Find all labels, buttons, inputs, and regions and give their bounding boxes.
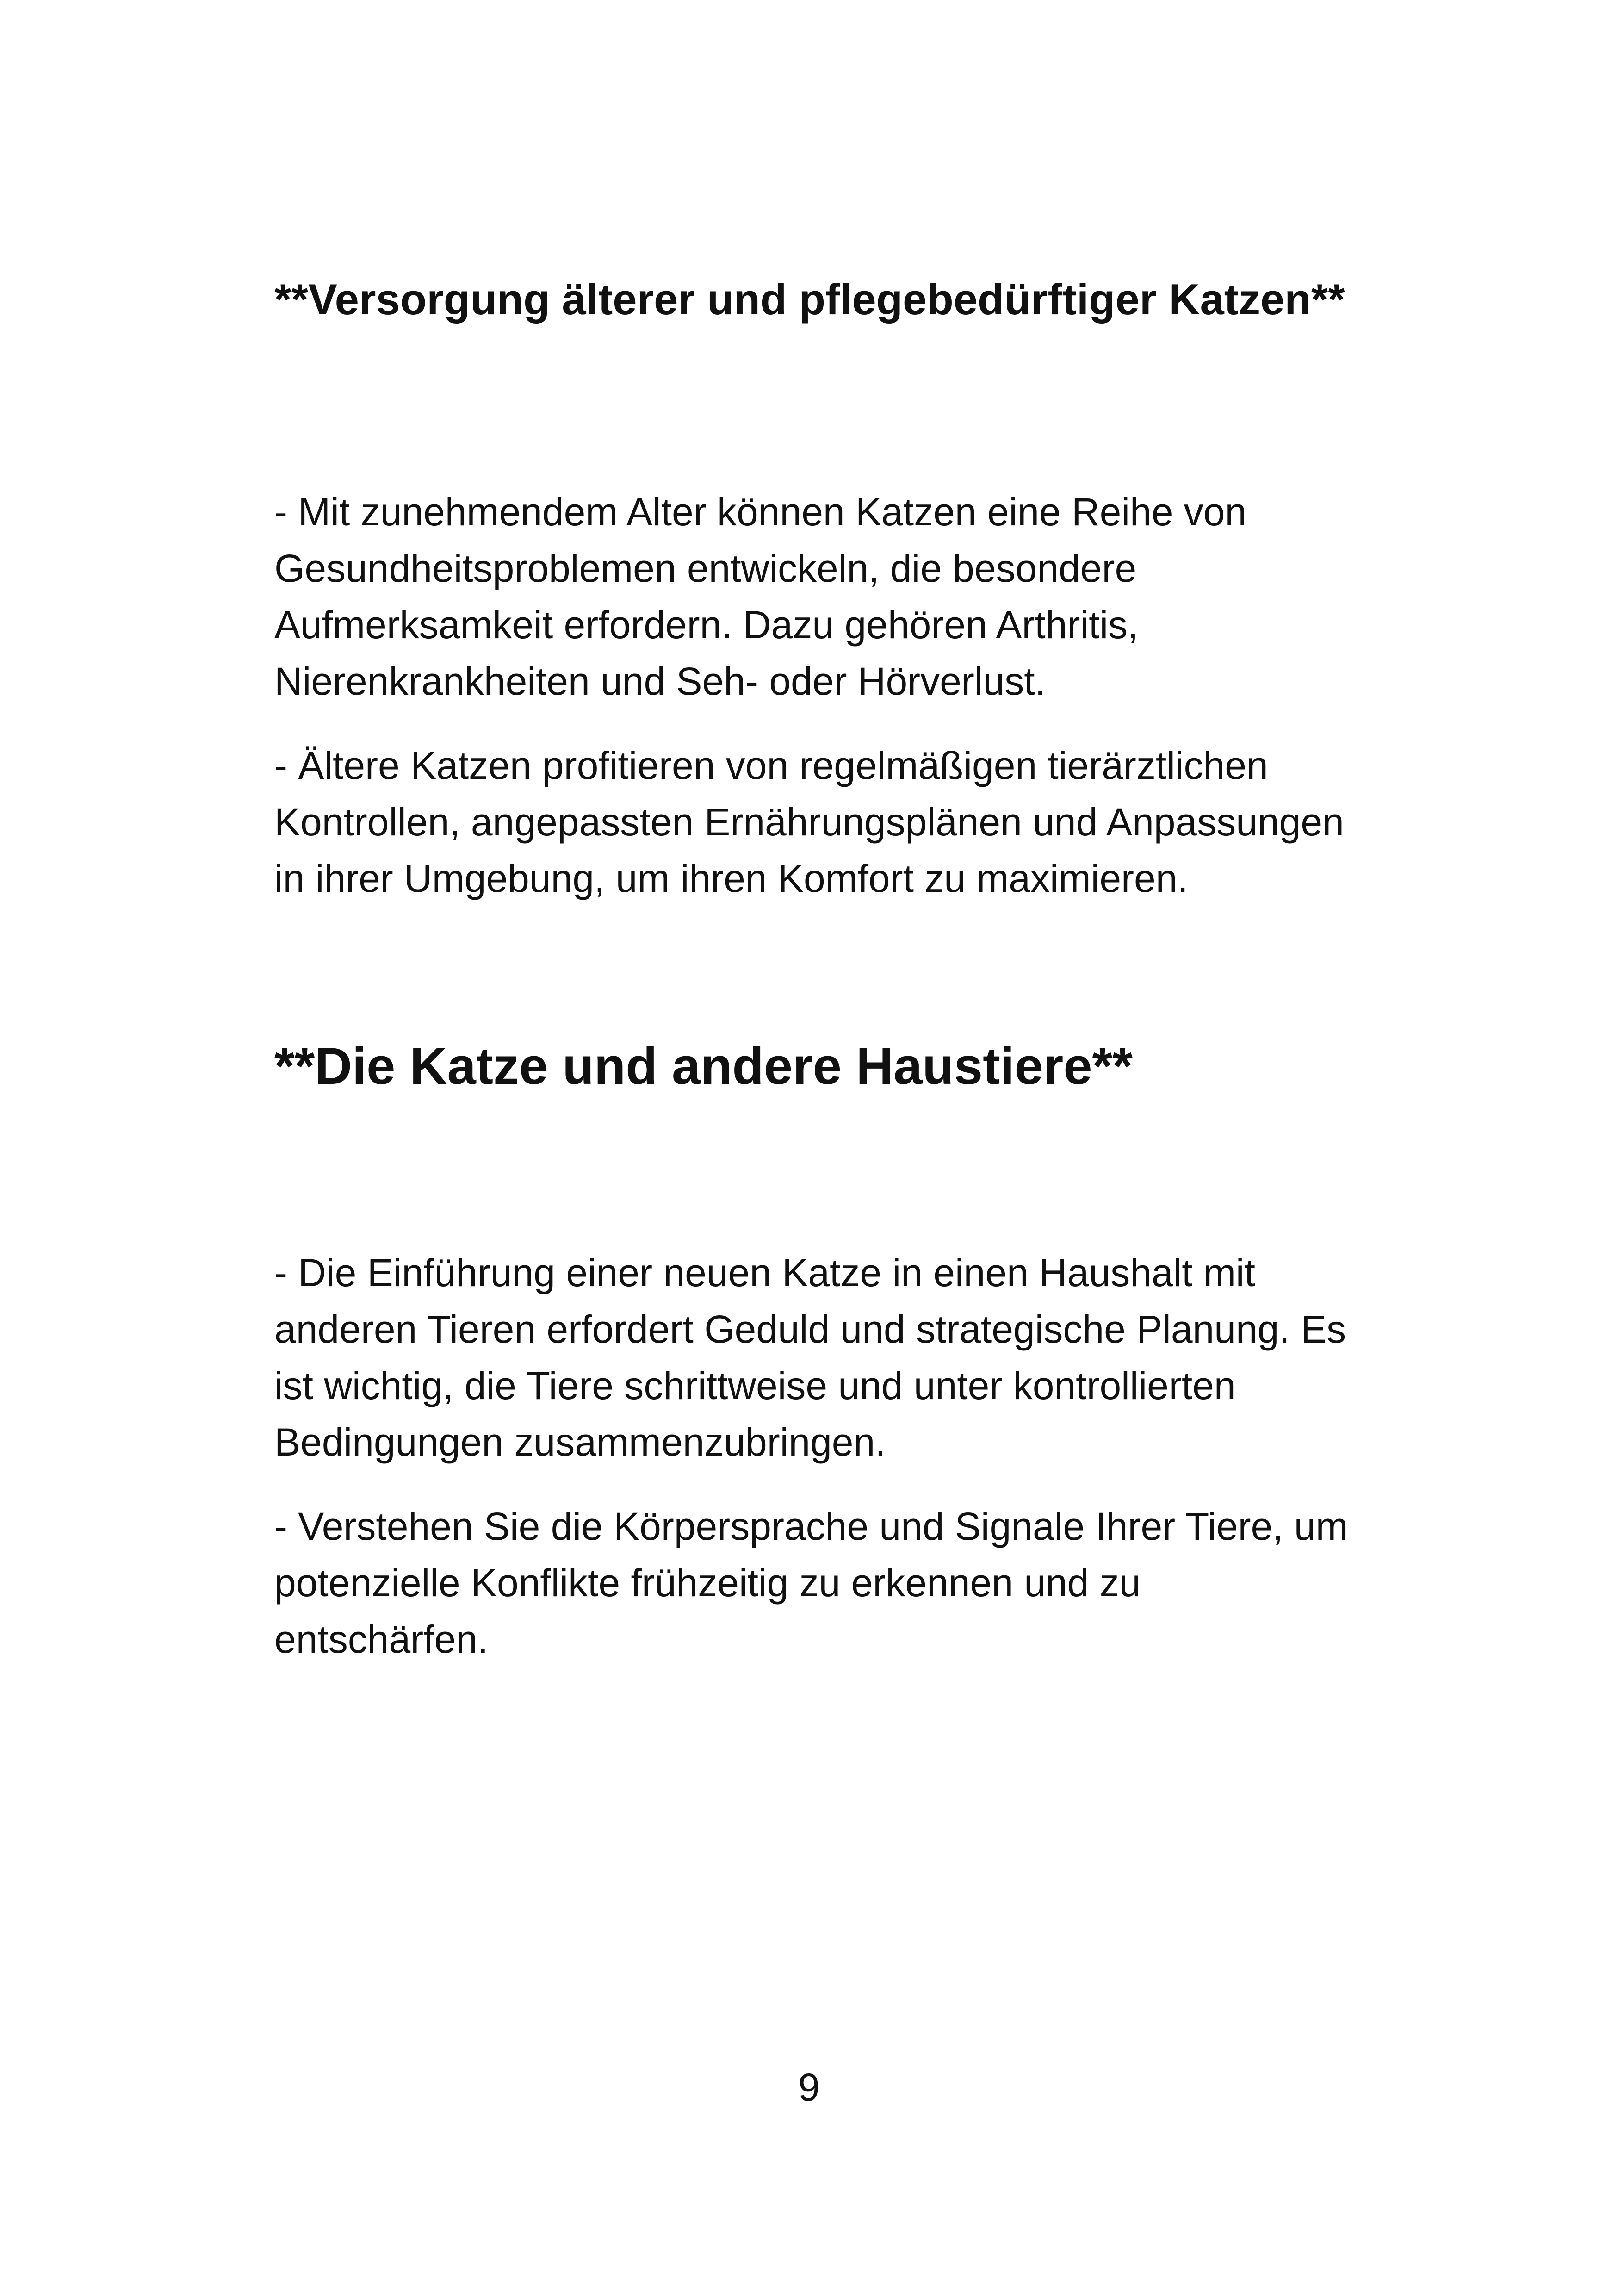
spacer <box>274 1470 1357 1498</box>
section-heading-other-pets: **Die Katze und andere Haustiere** <box>274 1037 1133 1095</box>
paragraph-senior-care: - Ältere Katzen profitieren von regelmäßigen tierärztlichen Kontrollen, angepassten Ernährungsplänen und Anpassungen in ihrer Umgebung, um ihren Komfort zu maximieren. <box>274 744 1344 900</box>
page-number: 9 <box>798 2066 820 2109</box>
spacer <box>274 330 1357 484</box>
spacer <box>274 907 1357 1032</box>
spacer <box>274 709 1357 737</box>
spacer <box>274 1101 1357 1244</box>
paragraph-body-language: - Verstehen Sie die Körpersprache und Signale Ihrer Tiere, um potenzielle Konflikte frühzeitig zu erkennen und zu entschärfen. <box>274 1505 1348 1661</box>
section-heading-senior-cats: **Versorgung älterer und pflegebedürftiger Katzen** <box>274 275 1345 324</box>
paragraph-health-problems: - Mit zunehmendem Alter können Katzen eine Reihe von Gesundheitsproblemen entwickeln, die besondere Aufmerksamkeit erfordern. Dazu gehören Arthritis, Nierenkrankheiten und Seh- oder Hörverlust. <box>274 490 1247 703</box>
paragraph-introduction-new-cat: - Die Einführung einer neuen Katze in einen Haushalt mit anderen Tieren erfordert Geduld und strategische Planung. Es ist wichtig, die Tiere schrittweise und unter kontrollierten Bedingungen zusammenzubringen. <box>274 1251 1346 1464</box>
page-content <box>274 268 1357 1668</box>
